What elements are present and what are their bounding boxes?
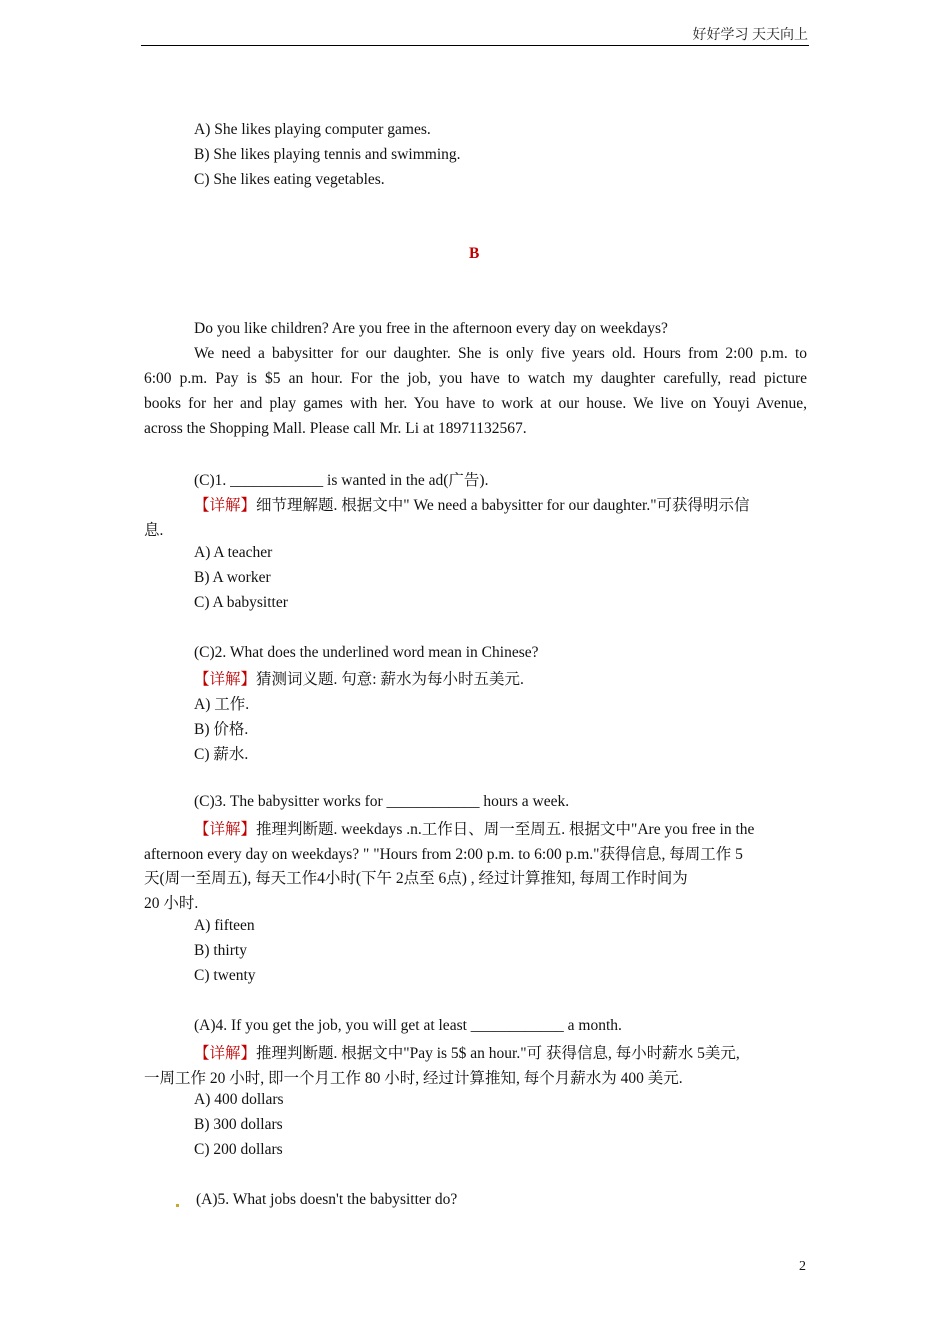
prev-option-c: C) She likes eating vegetables. <box>194 171 385 188</box>
q3-detail-line-4: 20 小时. <box>144 895 199 912</box>
page-number: 2 <box>799 1259 806 1274</box>
header-rule <box>141 45 809 46</box>
q5-stem: (A)5. What jobs doesn't the babysitter do? <box>196 1191 458 1208</box>
passage-line-1: We need a babysitter for our daughter. She is only five years old. Hours from 2:00 p.m. to <box>194 345 807 362</box>
q2-detail-text: 猜测词义题. 句意: 薪水为每小时五美元. <box>256 671 524 688</box>
q1-option-a: A) A teacher <box>194 544 273 561</box>
prev-option-a: A) She likes playing computer games. <box>194 121 431 138</box>
passage-line-2: 6:00 p.m. Pay is $5 an hour. For the job, you have to watch my daughter carefully, read picture <box>144 370 807 387</box>
q4-option-c: C) 200 dollars <box>194 1141 283 1158</box>
q3-option-a: A) fifteen <box>194 917 255 934</box>
q1-detail-line-2: 息. <box>144 522 164 539</box>
q4-detail-tag: 【详解】 <box>194 1045 257 1062</box>
q3-option-c: C) twenty <box>194 967 256 984</box>
q3-option-b: B) thirty <box>194 942 247 959</box>
q1-option-c: C) A babysitter <box>194 594 288 611</box>
q1-detail-text: 细节理解题. 根据文中" We need a babysitter for our daughter."可获得明示信 <box>256 497 750 514</box>
q2-option-a: A) 工作. <box>194 696 250 713</box>
q2-option-b: B) 价格. <box>194 721 249 738</box>
passage-line-3: books for her and play games with her. You have to work at our house. We live on Youyi Avenue, <box>144 395 807 412</box>
prev-option-b: B) She likes playing tennis and swimming. <box>194 146 461 163</box>
q3-detail-line-1 <box>194 817 754 839</box>
q4-option-a: A) 400 dollars <box>194 1091 284 1108</box>
q1-detail-tag: 【详解】 <box>194 497 257 514</box>
q3-detail-text: 推理判断题. weekdays .n.工作日、周一至周五. 根据文中"Are you free in the <box>256 821 755 838</box>
q4-option-b: B) 300 dollars <box>194 1116 283 1133</box>
q2-detail-tag: 【详解】 <box>194 671 257 688</box>
q4-detail-line-2: 一周工作 20 小时, 即一个月工作 80 小时, 经过计算推知, 每个月薪水为 400 美元. <box>144 1070 683 1087</box>
q1-option-b: B) A worker <box>194 569 271 586</box>
q2-detail-line-1 <box>194 667 524 689</box>
q4-detail-line-1 <box>194 1041 740 1063</box>
q2-option-c: C) 薪水. <box>194 746 249 763</box>
q3-detail-tag: 【详解】 <box>194 821 257 838</box>
q3-stem: (C)3. The babysitter works for ____________ hours a week. <box>194 793 570 810</box>
q4-stem: (A)4. If you get the job, you will get at least ____________ a month. <box>194 1017 622 1034</box>
q1-detail-line-1 <box>194 493 750 515</box>
q3-detail-line-3: 天(周一至周五), 每天工作4小时(下午 2点至 6点) , 经过计算推知, 每周工作时间为 <box>144 870 688 887</box>
passage-paragraph-1: Do you like children? Are you free in the afternoon every day on weekdays? <box>194 320 668 337</box>
q2-stem: (C)2. What does the underlined word mean in Chinese? <box>194 644 539 661</box>
header-slogan: 好好学习 天天向上 <box>692 28 808 43</box>
passage-line-4: across the Shopping Mall. Please call Mr. Li at 18971132567. <box>144 420 527 437</box>
q1-stem: (C)1. ____________ is wanted in the ad(广告). <box>194 472 489 489</box>
section-title: B <box>469 245 480 262</box>
decorative-dot <box>176 1204 179 1207</box>
q4-detail-text: 推理判断题. 根据文中"Pay is 5$ an hour."可 获得信息, 每小时薪水 5美元, <box>256 1045 740 1062</box>
q3-detail-line-2: afternoon every day on weekdays? " "Hours from 2:00 p.m. to 6:00 p.m."获得信息, 每周工作 5 <box>144 846 743 863</box>
